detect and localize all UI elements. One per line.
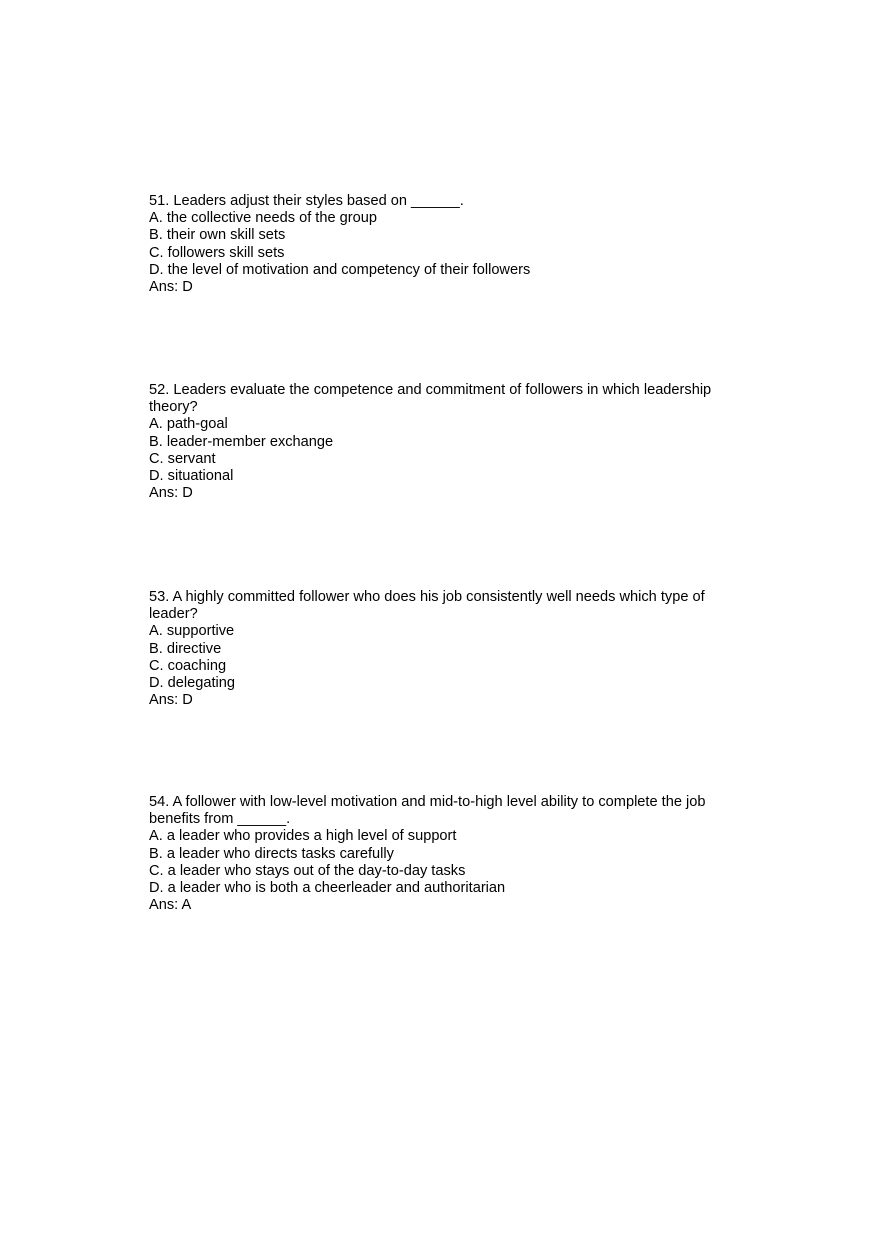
- option-b: B. their own skill sets: [149, 227, 286, 244]
- option-d: D. situational: [149, 468, 234, 485]
- option-c: C. servant: [149, 450, 216, 467]
- option-d: D. delegating: [149, 675, 236, 692]
- option-c: C. a leader who stays out of the day-to-day tasks: [149, 862, 466, 879]
- answer-key: Ans: D: [149, 692, 193, 709]
- question-51: [149, 193, 749, 296]
- option-a: A. supportive: [149, 623, 235, 640]
- question-52: [149, 382, 749, 502]
- option-b: B. directive: [149, 640, 222, 657]
- answer-key: Ans: D: [149, 279, 193, 296]
- question-stem: 54. A follower with low-level motivation and mid-to-high level ability to complete the job benefits from ______.: [149, 794, 706, 828]
- answer-key: Ans: A: [149, 897, 192, 914]
- option-c: C. coaching: [149, 657, 227, 674]
- answer-key: Ans: D: [149, 485, 193, 502]
- question-stem: 51. Leaders adjust their styles based on ______.: [149, 193, 464, 209]
- option-c: C. followers skill sets: [149, 244, 285, 261]
- option-b: B. leader-member exchange: [149, 433, 334, 450]
- question-53: [149, 589, 749, 709]
- option-d: D. a leader who is both a cheerleader and authoritarian: [149, 880, 506, 897]
- option-a: A. a leader who provides a high level of support: [149, 828, 457, 845]
- option-d: D. the level of motivation and competency of their followers: [149, 261, 531, 278]
- option-a: A. the collective needs of the group: [149, 210, 377, 227]
- option-b: B. a leader who directs tasks carefully: [149, 845, 394, 862]
- question-stem: 52. Leaders evaluate the competence and commitment of followers in which leadership theory?: [149, 382, 712, 416]
- option-a: A. path-goal: [149, 416, 228, 433]
- question-54: [149, 794, 749, 914]
- question-stem: 53. A highly committed follower who does his job consistently well needs which type of leader?: [149, 589, 705, 623]
